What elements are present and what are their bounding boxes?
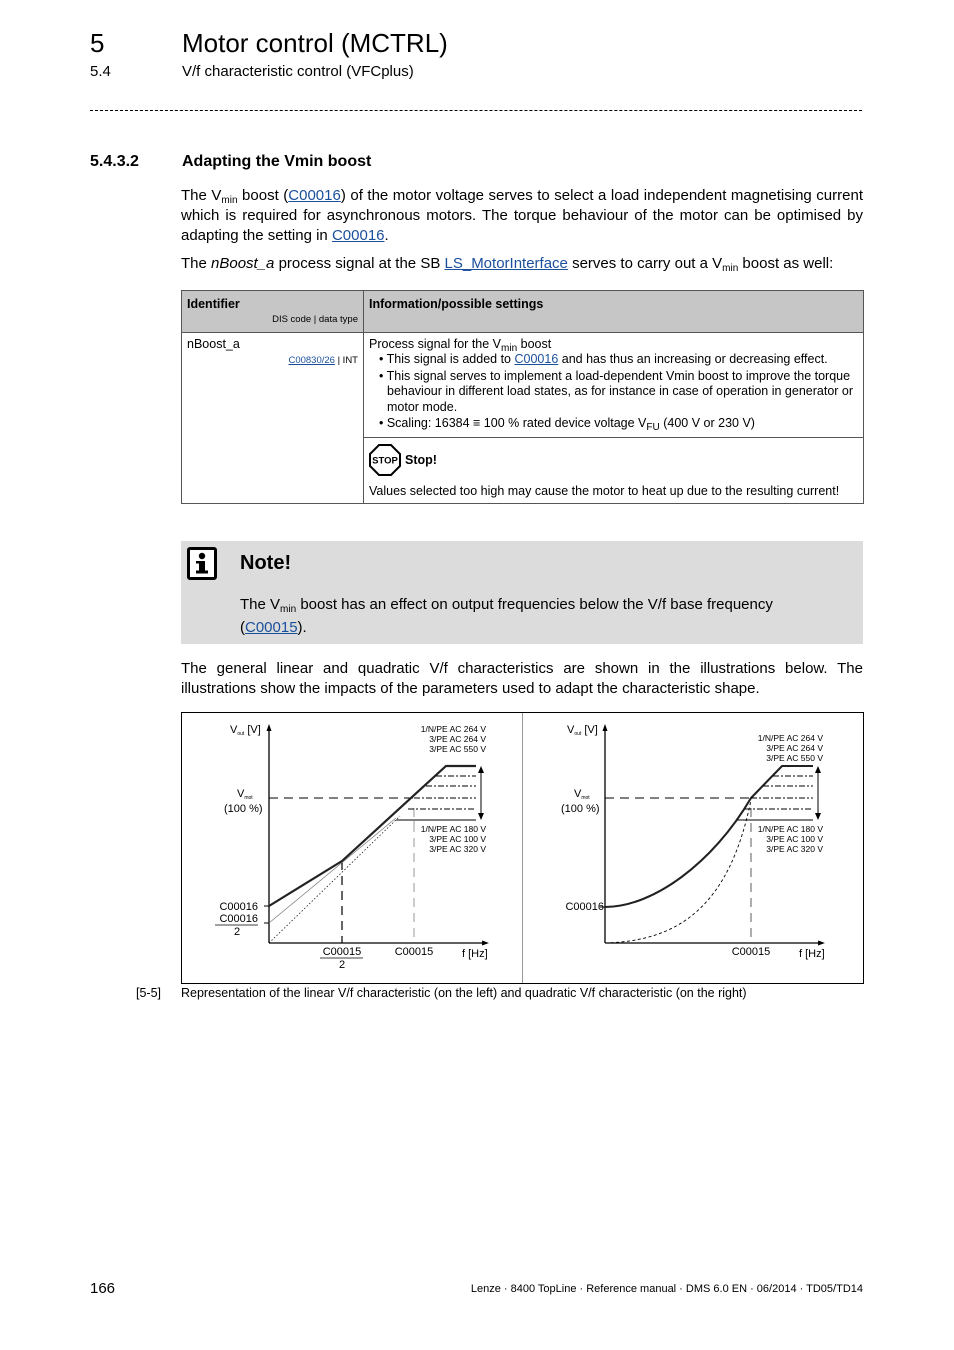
x-tick-c00015: C00015 <box>731 946 771 958</box>
bullet-2: • This signal serves to implement a load-dependent Vmin boost to improve the torque behaviour in different load states, as for instance in case of operation in generator or motor mode. <box>379 368 854 414</box>
figure-number: [5-5] <box>136 986 162 1000</box>
info-cell <box>364 333 864 438</box>
vmot-percent: (100 %) <box>224 803 263 815</box>
linear-vf-chart <box>182 713 522 983</box>
identifier: nBoost_a <box>187 337 240 351</box>
figure-caption: Representation of the linear V/f characteristic (on the left) and quadratic V/f characteristic (on the right) <box>181 986 747 1000</box>
text: . <box>384 227 389 244</box>
link-c00015[interactable]: C00015 <box>245 619 298 636</box>
text: (400 V or 230 V) <box>659 416 755 430</box>
vmot-label: Vmot <box>237 788 253 801</box>
svg-text:1/N/PE AC 264 V: 1/N/PE AC 264 V <box>757 733 823 743</box>
text: • This signal is added to <box>379 352 515 366</box>
illustration-paragraph: The general linear and quadratic V/f characteristics are shown in the illustrations below. The illustrations show the impacts of the parameters used to adapt the characteristic shape. <box>181 660 863 697</box>
stop-heading <box>369 444 858 476</box>
header-label: Identifier <box>187 297 240 311</box>
x-axis-label: f [Hz] <box>799 948 825 960</box>
link-c00016[interactable]: C00016 <box>288 187 341 204</box>
svg-text:1/N/PE AC 180 V: 1/N/PE AC 180 V <box>420 824 486 834</box>
identifier-cell <box>182 333 364 504</box>
intro-paragraph-1 <box>181 186 863 246</box>
subscript: min <box>221 195 238 206</box>
svg-text:3/PE AC 550 V: 3/PE AC 550 V <box>429 744 486 754</box>
y-tick-c00016-half-den: 2 <box>233 926 241 938</box>
link-c00016[interactable]: C00016 <box>514 352 559 366</box>
svg-text:1/N/PE AC 180 V: 1/N/PE AC 180 V <box>757 824 823 834</box>
vmot-label: Vmot <box>574 788 590 801</box>
intro-paragraph-2 <box>181 254 863 274</box>
text: ). <box>297 619 307 636</box>
y-tick-c00016: C00016 <box>565 901 604 913</box>
link-ls-motorinterface[interactable]: LS_MotorInterface <box>444 255 568 272</box>
header-sublabel: DIS code | data type <box>272 314 358 325</box>
y-tick-c00016-half-num: C00016 <box>219 913 258 925</box>
footer-info: Lenze · 8400 TopLine · Reference manual · DMS 6.0 EN · 06/2014 · TD05/TD14 <box>470 1283 863 1295</box>
info-icon <box>187 547 217 580</box>
bullet-3 <box>375 416 858 432</box>
dis-code <box>187 355 358 366</box>
figure-vf-characteristics <box>181 712 864 984</box>
upper-voltage-labels <box>758 733 824 763</box>
section-title: V/f characteristic control (VFCplus) <box>182 63 414 80</box>
text: process signal at the SB <box>274 255 445 272</box>
x-tick-c00015-half-den: 2 <box>338 959 346 971</box>
subscript: FU <box>646 422 660 433</box>
vmot-percent: (100 %) <box>561 803 600 815</box>
page-number: 166 <box>90 1280 116 1297</box>
note-box <box>181 541 863 644</box>
signal-name: nBoost_a <box>211 255 275 272</box>
note-text <box>240 593 840 639</box>
stop-cell <box>364 437 864 503</box>
stop-icon-text: STOP <box>372 455 398 466</box>
svg-text:3/PE AC 264 V: 3/PE AC 264 V <box>766 743 823 753</box>
text: boost as well: <box>738 255 834 272</box>
stop-title: Stop! <box>405 452 437 467</box>
subsection-number: 5.4.3.2 <box>90 153 139 170</box>
text: boost <box>517 337 552 351</box>
svg-text:3/PE AC 100 V: 3/PE AC 100 V <box>766 834 823 844</box>
text: The V <box>181 187 222 204</box>
text: • Scaling: 16384 ≡ 100 % rated device voltage V <box>379 416 647 430</box>
note-title: Note! <box>240 552 292 574</box>
chapter-number: 5 <box>90 28 105 58</box>
svg-text:3/PE AC 264 V: 3/PE AC 264 V <box>429 734 486 744</box>
link-c00830-26[interactable]: C00830/26 <box>288 355 335 366</box>
y-tick-c00016: C00016 <box>219 901 258 913</box>
text: boost has an effect on output frequencies below the V/f base frequency ( <box>240 596 773 636</box>
text: serves to carry out a V <box>567 255 723 272</box>
header-divider <box>90 110 862 111</box>
svg-text:3/PE AC 320 V: 3/PE AC 320 V <box>766 844 823 854</box>
subsection-title: Adapting the Vmin boost <box>182 153 372 170</box>
header-info: Information/possible settings <box>364 291 864 333</box>
stop-text: Values selected too high may cause the motor to heat up due to the resulting current! <box>369 483 840 498</box>
x-axis-label: f [Hz] <box>462 948 488 960</box>
text: and has thus an increasing or decreasing effect. <box>558 352 828 366</box>
text: Process signal for the V <box>369 337 502 351</box>
stop-icon <box>369 444 401 476</box>
quadratic-vf-chart <box>523 713 863 983</box>
text: boost ( <box>237 187 289 204</box>
upper-voltage-labels <box>421 724 487 754</box>
subscript: min <box>722 263 739 274</box>
svg-text:3/PE AC 320 V: 3/PE AC 320 V <box>429 844 486 854</box>
x-tick-c00015: C00015 <box>394 946 434 958</box>
subscript: min <box>501 343 518 354</box>
y-axis-label: Vout [V] <box>567 724 598 737</box>
svg-text:3/PE AC 100 V: 3/PE AC 100 V <box>429 834 486 844</box>
text: The V <box>240 596 281 613</box>
svg-text:1/N/PE AC 264 V: 1/N/PE AC 264 V <box>420 724 486 734</box>
x-tick-c00015-half-num: C00015 <box>322 946 362 958</box>
text: ) of the motor voltage serves to select a load independent magnetising current which is required for asynchronous motors. The torque behaviour of the motor can be optimised by adapting the setting in <box>181 187 863 244</box>
subscript: min <box>280 604 297 615</box>
svg-text:3/PE AC 550 V: 3/PE AC 550 V <box>766 753 823 763</box>
text: The <box>181 255 212 272</box>
bullet-1 <box>375 352 858 368</box>
signal-table <box>181 290 864 504</box>
table-header-row <box>182 291 864 333</box>
link-c00016[interactable]: C00016 <box>331 227 385 244</box>
info-title <box>369 337 858 354</box>
section-number: 5.4 <box>90 63 111 80</box>
y-axis-label: Vout [V] <box>230 724 261 737</box>
header-identifier <box>182 291 364 333</box>
lower-voltage-labels <box>758 824 824 854</box>
chapter-title: Motor control (MCTRL) <box>182 28 448 58</box>
table-row <box>182 333 864 438</box>
data-type: | INT <box>334 355 358 366</box>
lower-voltage-labels <box>421 824 487 854</box>
